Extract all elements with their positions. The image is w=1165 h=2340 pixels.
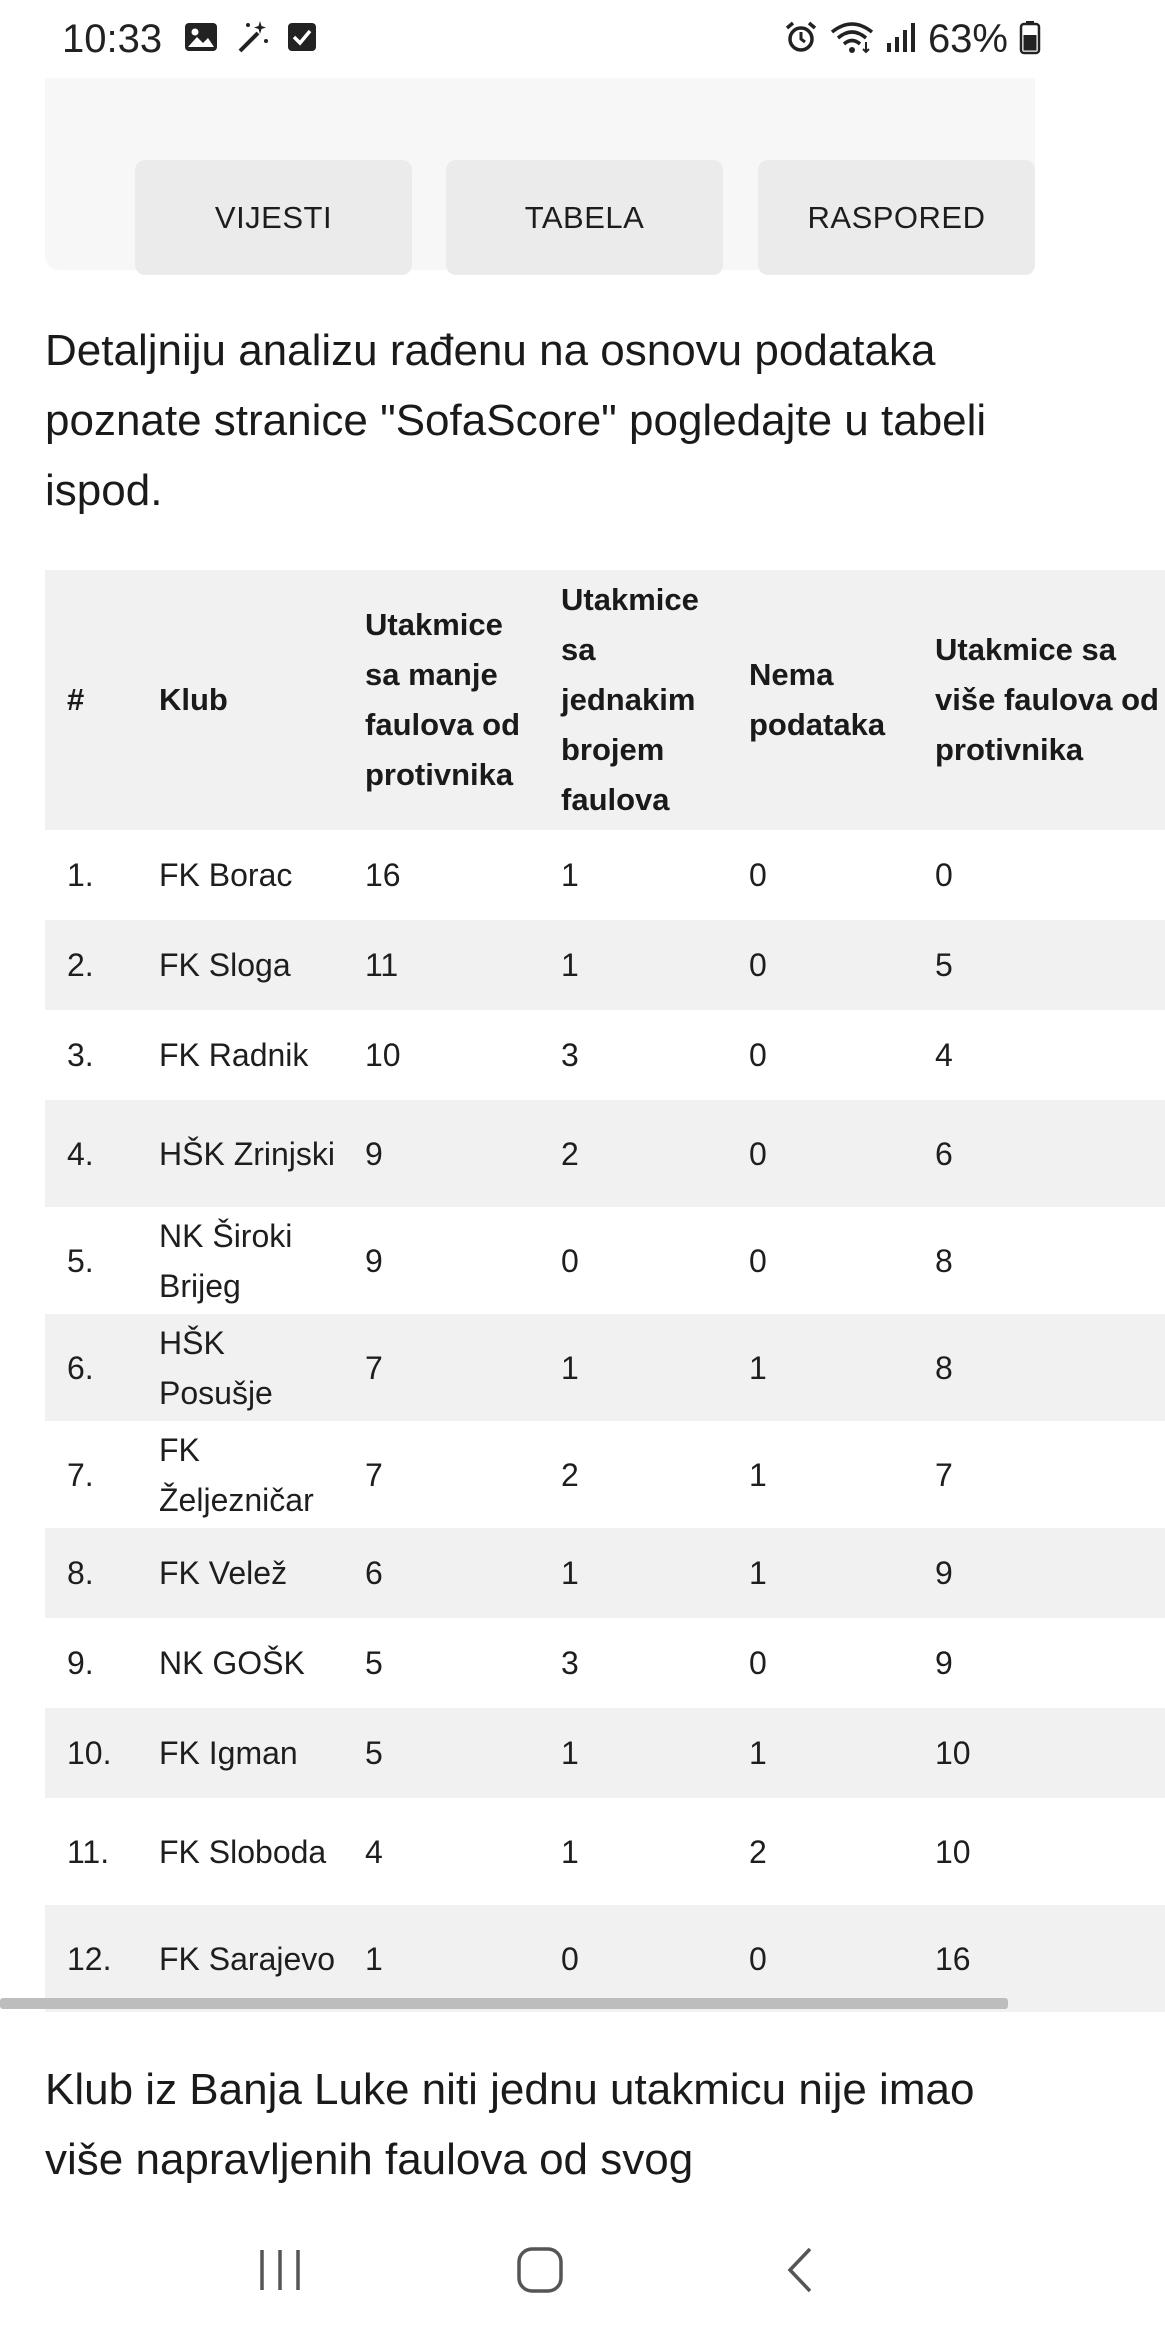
news-button[interactable]: VIJESTI — [135, 160, 412, 275]
cell-club: FK Igman — [159, 1735, 298, 1771]
cell-club: FK Željezničar — [159, 1431, 314, 1518]
wifi-icon — [830, 20, 874, 59]
battery-icon — [1020, 20, 1040, 59]
cell-club: NK GOŠK — [159, 1645, 305, 1681]
cell-fewer: 9 — [365, 1135, 383, 1172]
cell-nodata: 0 — [749, 947, 767, 983]
cell-club: FK Borac — [159, 857, 293, 893]
cell-nodata: 1 — [749, 1735, 767, 1771]
cell-fewer: 11 — [365, 947, 399, 983]
table-header-row — [45, 570, 1165, 830]
header-more-fouls: Utakmice sa više faulova od protivnika — [935, 632, 1159, 767]
cell-equal: 3 — [561, 1645, 579, 1681]
cell-nodata: 1 — [749, 1349, 767, 1386]
table-row — [45, 1421, 1165, 1528]
cell-more: 0 — [935, 857, 953, 893]
cell-rank: 12. — [67, 1940, 112, 1977]
cell-more: 9 — [935, 1555, 953, 1591]
notification-icons — [184, 19, 318, 60]
cell-more: 4 — [935, 1037, 953, 1073]
cell-club: FK Sarajevo — [159, 1940, 336, 1977]
cell-fewer: 16 — [365, 857, 401, 893]
table-row — [45, 1528, 1165, 1618]
after-table-paragraph: Klub iz Banja Luke niti jednu utakmicu nije imao više napravljenih faulova od svog — [45, 2065, 975, 2184]
table-row — [45, 1798, 1165, 1905]
signal-icon — [886, 21, 916, 58]
cell-rank: 10. — [67, 1735, 112, 1771]
header-fewer-fouls: Utakmice sa manje faulova od protivnika — [365, 607, 521, 792]
cell-more: 10 — [935, 1833, 971, 1870]
table-horizontal-scrollbar[interactable] — [0, 1998, 1008, 2009]
fouls-table — [45, 570, 1165, 2012]
header-club: Klub — [159, 682, 228, 717]
home-icon[interactable] — [495, 2225, 585, 2315]
cell-fewer: 1 — [365, 1940, 383, 1977]
cell-nodata: 0 — [749, 1037, 767, 1073]
gallery-icon — [184, 22, 218, 57]
cell-club: NK Široki Brijeg — [159, 1217, 293, 1304]
table-row — [45, 920, 1165, 1010]
cell-equal: 1 — [561, 857, 579, 893]
cell-equal: 3 — [561, 1037, 579, 1073]
cell-nodata: 0 — [749, 1135, 767, 1172]
header-equal-fouls: Utakmice sa jednakim brojem faulova — [561, 582, 699, 817]
system-icons — [784, 17, 1040, 62]
cell-nodata: 0 — [749, 1242, 767, 1279]
header-rank: # — [67, 682, 85, 717]
table-row — [45, 1708, 1165, 1798]
cell-equal: 0 — [561, 1242, 579, 1279]
cell-club: HŠK Posušje — [159, 1324, 273, 1411]
table-row — [45, 1010, 1165, 1100]
cell-more: 16 — [935, 1940, 971, 1977]
schedule-button[interactable]: RASPORED — [758, 160, 1035, 275]
cell-club: FK Velež — [159, 1555, 288, 1591]
cell-rank: 8. — [67, 1555, 94, 1591]
cell-equal: 1 — [561, 1833, 579, 1870]
cell-more: 8 — [935, 1349, 953, 1386]
cell-fewer: 6 — [365, 1555, 383, 1591]
table-row — [45, 1905, 1165, 2012]
cell-club: FK Sloga — [159, 947, 291, 983]
fouls-table-container[interactable] — [45, 570, 1159, 2000]
table-row — [45, 830, 1165, 920]
cell-equal: 1 — [561, 1349, 579, 1386]
cell-fewer: 5 — [365, 1735, 383, 1771]
table-row — [45, 1100, 1165, 1207]
cell-rank: 2. — [67, 947, 94, 983]
magic-wand-icon — [234, 19, 270, 60]
cell-club: FK Radnik — [159, 1037, 309, 1073]
status-bar — [0, 0, 1080, 78]
cell-equal: 1 — [561, 1735, 579, 1771]
cell-more: 5 — [935, 947, 953, 983]
cell-more: 8 — [935, 1242, 953, 1279]
cell-nodata: 0 — [749, 1645, 767, 1681]
cell-rank: 4. — [67, 1135, 94, 1172]
back-icon[interactable] — [755, 2225, 845, 2315]
cell-club: FK Sloboda — [159, 1833, 327, 1870]
cell-fewer: 10 — [365, 1037, 401, 1073]
system-navigation-bar — [0, 2200, 1080, 2340]
cell-equal: 1 — [561, 947, 579, 983]
cell-nodata: 0 — [749, 1940, 767, 1977]
battery-percent: 63% — [927, 16, 1008, 61]
intro-paragraph: Detaljniju analizu rađenu na osnovu podataka poznate stranice "SofaScore" pogledajte u tabeli ispod. — [45, 326, 987, 515]
cell-rank: 1. — [67, 857, 94, 893]
cell-fewer: 7 — [365, 1349, 383, 1386]
table-row — [45, 1618, 1165, 1708]
table-row — [45, 1207, 1165, 1314]
table-row — [45, 1314, 1165, 1421]
cell-more: 10 — [935, 1735, 971, 1771]
cell-fewer: 5 — [365, 1645, 383, 1681]
cell-fewer: 7 — [365, 1456, 383, 1493]
cell-equal: 2 — [561, 1456, 579, 1493]
cell-equal: 2 — [561, 1135, 579, 1172]
cell-rank: 5. — [67, 1242, 94, 1279]
cell-rank: 7. — [67, 1456, 94, 1493]
cell-more: 9 — [935, 1645, 953, 1681]
recent-apps-icon[interactable] — [235, 2225, 325, 2315]
status-time: 10:33 — [62, 16, 163, 61]
cell-more: 7 — [935, 1456, 953, 1493]
cell-fewer: 4 — [365, 1833, 383, 1870]
cell-nodata: 1 — [749, 1456, 767, 1493]
cell-club: HŠK Zrinjski — [159, 1135, 336, 1172]
cell-rank: 3. — [67, 1037, 94, 1073]
alarm-icon — [784, 20, 818, 59]
cell-rank: 6. — [67, 1349, 94, 1386]
header-no-data: Nema podataka — [749, 657, 886, 742]
table-button[interactable]: TABELA — [446, 160, 723, 275]
cell-equal: 0 — [561, 1940, 579, 1977]
cell-more: 6 — [935, 1135, 953, 1172]
cell-nodata: 1 — [749, 1555, 767, 1591]
cell-fewer: 9 — [365, 1242, 383, 1279]
cell-nodata: 0 — [749, 857, 767, 893]
cell-equal: 1 — [561, 1555, 579, 1591]
cell-rank: 9. — [67, 1645, 94, 1681]
checkbox-icon — [286, 21, 318, 58]
cell-nodata: 2 — [749, 1833, 767, 1870]
cell-rank: 11. — [67, 1833, 110, 1870]
